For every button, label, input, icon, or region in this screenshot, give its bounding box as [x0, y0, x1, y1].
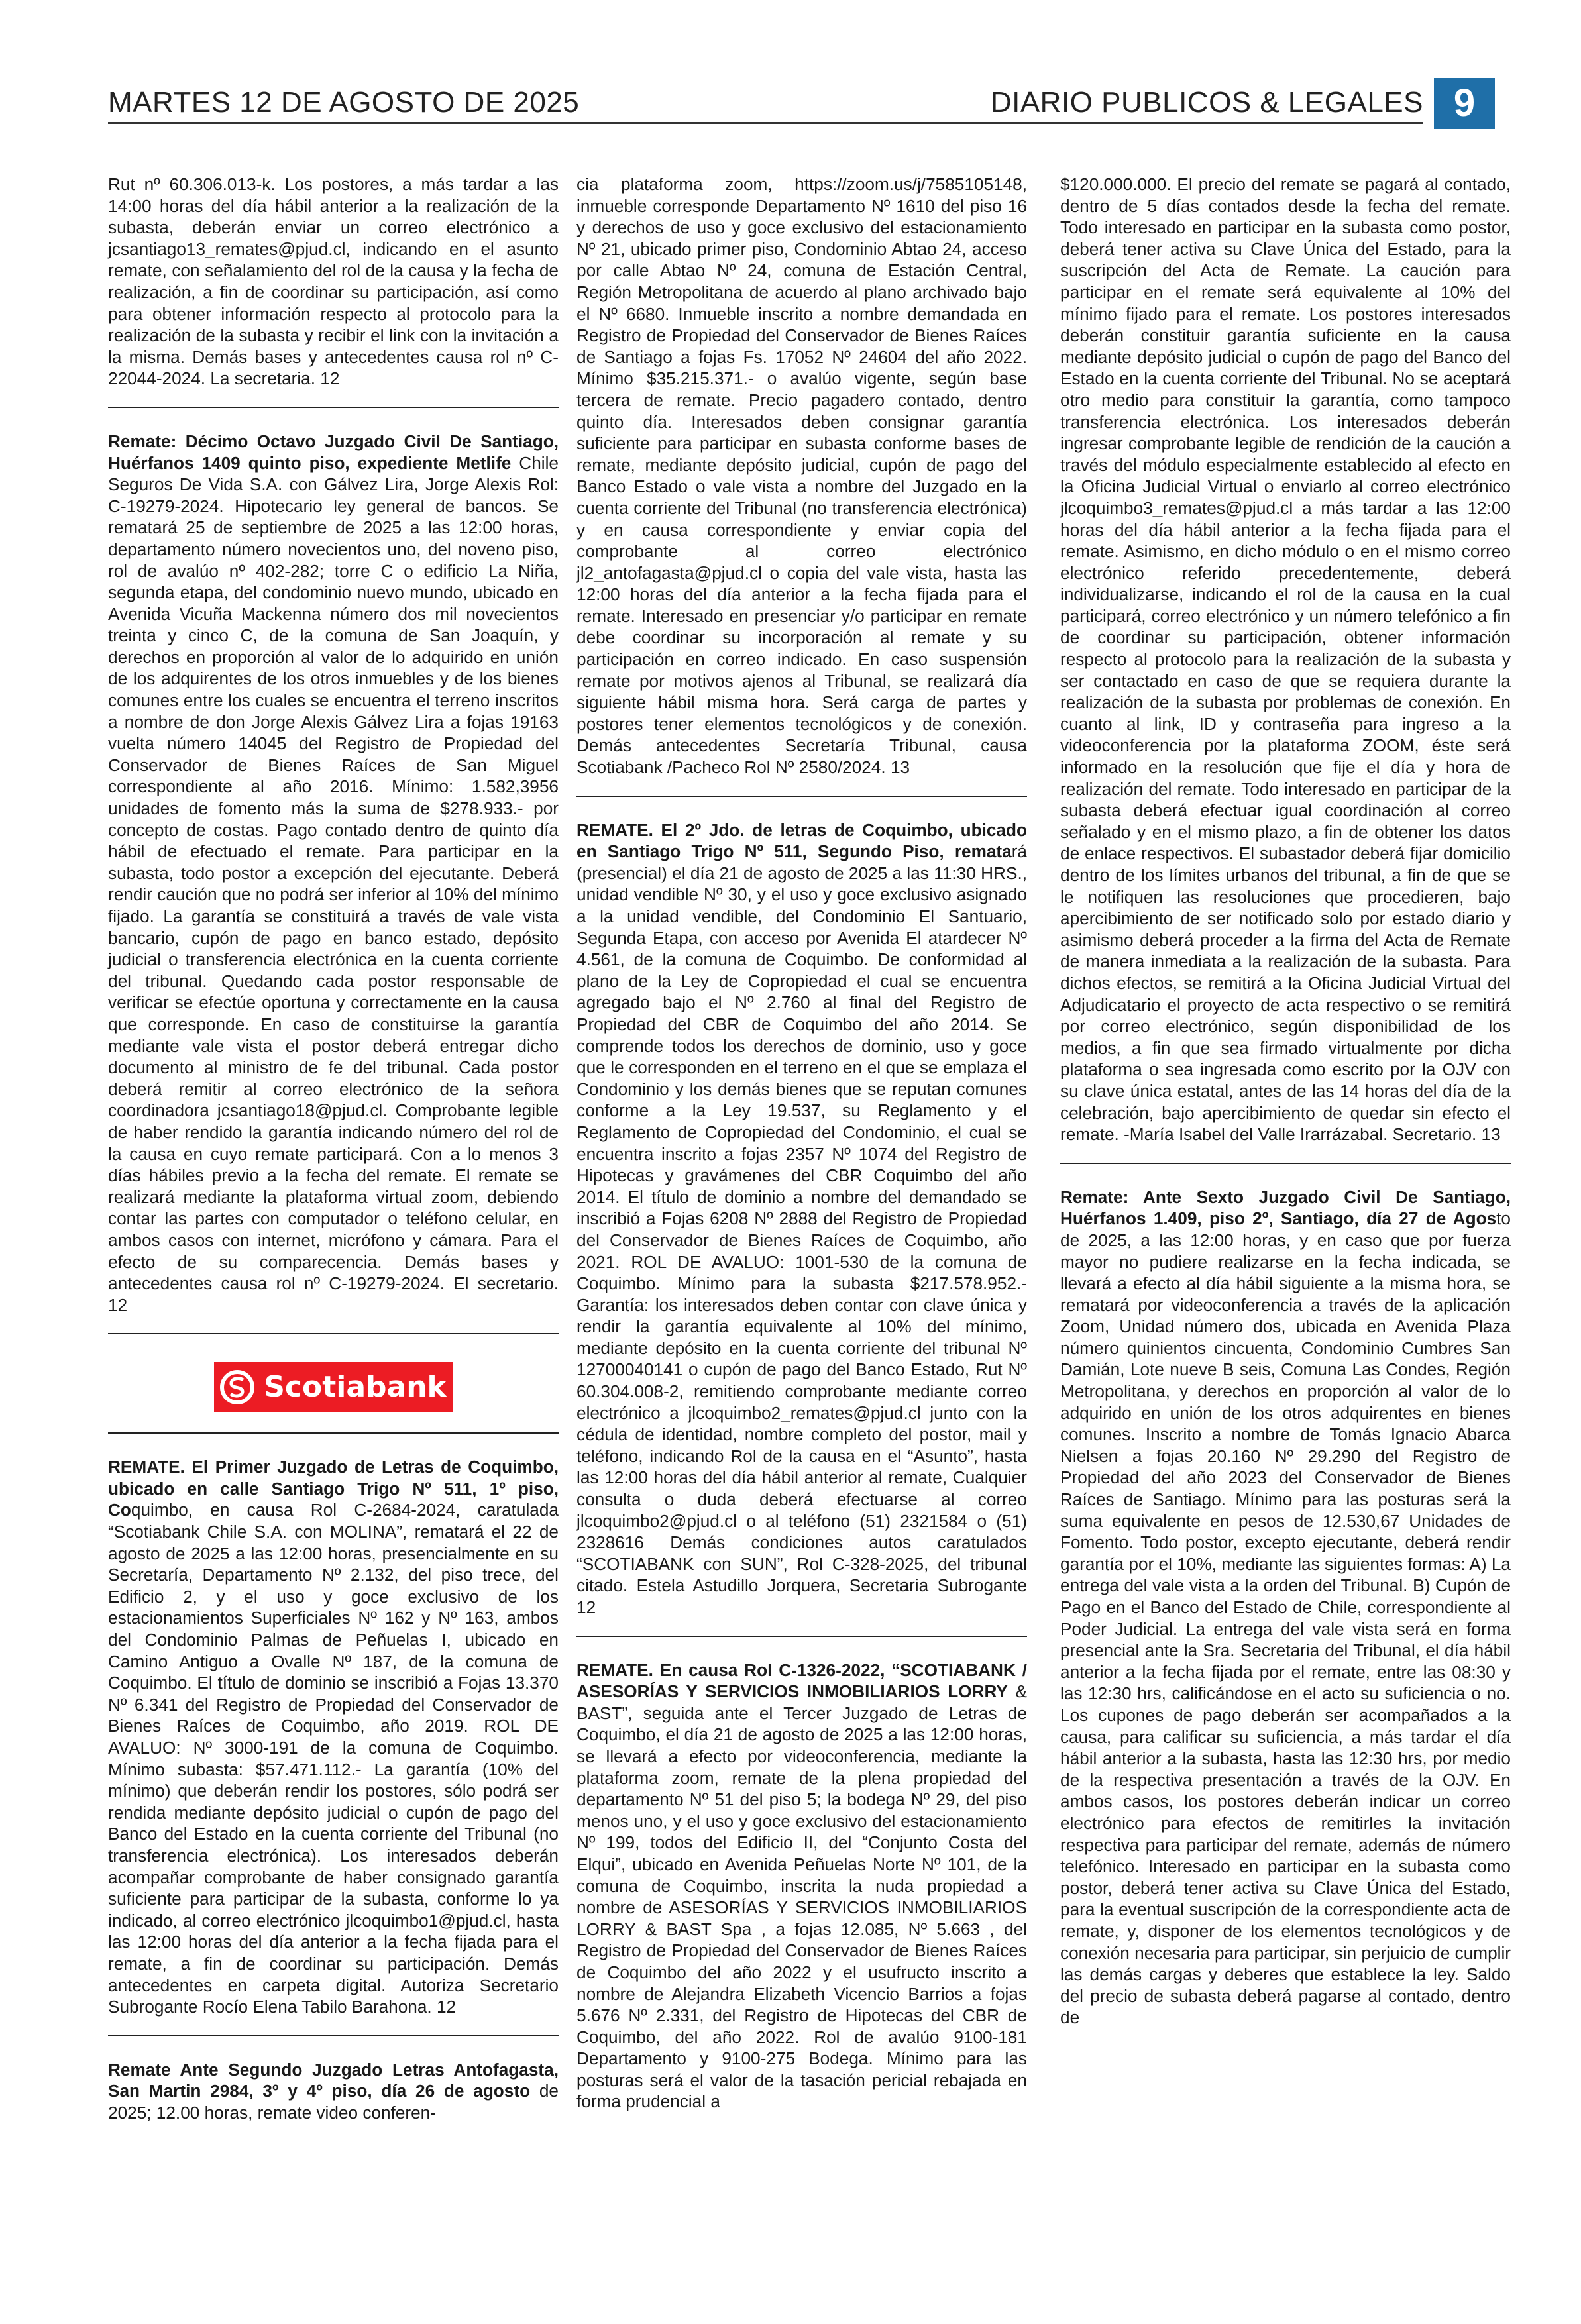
notice-body: & BAST”, seguida ante el Tercer Juzgado de Letras de Coquimbo, el día 21 de agosto de 2025 a las 12:00 horas, se llevará a efecto por videoconferencia, mediante la plataforma zoom, remate de la plena propiedad del departamento Nº 51 del piso 5; la bodega Nº 29, del piso menos uno, y el uso y goce exclusivo del estacionamiento Nº 199, todos del Edificio II, del “Conjunto Costa del Elqui”, ubicado en Avenida Peñuelas Norte Nº 101, de la comuna de Coquimbo, inscrita la nuda propiedad a nombre de ASESORÍAS Y SERVICIOS INMOBILIARIOS LORRY & BAST Spa , a fojas 12.085, Nº 5.663 , del Registro de Propiedad del Conservador de Bienes Raíces de Coquimbo del año 2022 y el usufructo inscrito a nombre de Alejandra Elizabeth Vicencio Barrios a fojas 5.676 Nº 2.331, del Registro de Hipotecas del CBR de Coquimbo, del año 2022. Rol de avalúo 9100-181 Departamento y 9100-275 Bodega. Mínimo para las posturas será el valor de la tasación pericial rebajada en forma prudencial a: [576, 1681, 1027, 2112]
notice-coquimbo-2: [576, 819, 1027, 1618]
notice-metlife: [108, 431, 559, 1316]
page-header: [108, 78, 1495, 131]
scotiabank-logo: [214, 1362, 453, 1412]
notice-body: de 2025; 12.00 horas, remate video conferen-: [108, 2081, 559, 2123]
notice-coquimbo-1: [108, 1456, 559, 2017]
logo-text: Scotiabank: [264, 1369, 447, 1404]
issue-date: MARTES 12 DE AGOSTO DE 2025: [108, 86, 580, 119]
notice-separator: [108, 407, 559, 408]
notice-heading: Remate: Décimo Octavo Juzgado Civil De Santiago, Huérfanos 1409 quinto piso, expediente Metlife: [108, 431, 559, 473]
notice-heading: REMATE. En causa Rol C-1326-2022, “SCOTIABANK / ASESORÍAS Y SERVICIOS INMOBILIARIOS LORRY: [576, 1660, 1027, 1702]
notice-antofagasta: [108, 2059, 559, 2124]
column-2: [576, 174, 1027, 2113]
notice-heading: Remate: Ante Sexto Juzgado Civil De Santiago, Huérfanos 1.409, piso 2º, Santiago, día 27 de Agos: [1060, 1187, 1511, 1229]
notice-heading: REMATE. El Primer Juzgado de Letras de Coquimbo, ubicado en calle Santiago Trigo Nº 511, 1º piso, Co: [108, 1457, 559, 1520]
column-3: [1060, 174, 1511, 2029]
notice-continued: Rut nº 60.306.013-k. Los postores, a más tardar a las 14:00 horas del día hábil anterior a la realización de la subasta, deberán enviar un correo electrónico a jcsantiago13_remates@pjud.cl, indicando en el asunto remate, con señalamiento del rol de la causa y la fecha de realización, a fin de coordinar su participación, así como para obtener información respecto al protocolo para la realización de la subasta y recibir el link con la invitación a la misma. Demás bases y antecedentes causa rol nº C-22044-2024. La secretaria. 12: [108, 174, 559, 389]
notice-body: Chile Seguros De Vida S.A. con Gálvez Lira, Jorge Alexis Rol: C-19279-2024. Hipotecario ley general de bancos. Se rematará 25 de septiembre de 2025 a las 12:00 horas, departamento número novecientos uno, del noveno piso, rol de avalúo nº 402-282; torre C o edificio La Niña, segunda etapa, del condominio nuevo mundo, ubicado en Avenida Vicuña Mackenna número dos mil novecientos treinta y cinco C, de la comuna de San Joaquín, y derechos en proporción al valor de lo adquirido en unión de los adquirentes de los otros inmuebles y de los bienes comunes entre los cuales se encuentra el terreno inscritos a nombre de don Jorge Alexis Gálvez Lira a fojas 19163 vuelta número 14045 del Registro de Propiedad del Conservador de Bienes Raíces de San Miguel correspondiente al año 2016. Mínimo: 1.582,3956 unidades de fomento más la suma de $278.933.- por concepto de costas. Pago contado dentro de quinto día hábil de efectuado el remate. Para participar en la subasta, todo postor a excepción del ejecutante. Deberá rendir caución que no podrá ser inferior al 10% del mínimo fijado. La garantía se constituirá a través de vale vista bancario, cupón de pago en banco estado, depósito judicial o transferencia electrónica en la cuenta corriente del tribunal. Quedando cada postor responsable de verificar se efectúe oportuna y correctamente en la causa que corresponde. En caso de constituirse la garantía mediante vale vista el postor deberá entregar dicho documento al ministro de fe del tribunal. Cada postor deberá remitir al correo electrónico de la señora coordinadora jcsantiago18@pjud.cl. Comprobante legible de haber rendido la garantía indicando número del rol de la causa en cuyo remate participará. Con a lo menos 3 días hábiles previo a la fecha del remate. El remate se realizará mediante la plataforma virtual zoom, debiendo contar las partes con computador o teléfono celular, en ambos casos con internet, micrófono y cámara. Para el efecto de su comparecencia. Demás bases y antecedentes causa rol nº C-19279-2024. El secretario. 12: [108, 452, 559, 1315]
notice-coquimbo-3: [576, 1660, 1027, 2113]
notice-separator: [108, 1333, 559, 1334]
advertiser-logo: [108, 1357, 559, 1418]
notice-continued: $120.000.000. El precio del remate se pagará al contado, dentro de 5 días contados desde la fecha del remate. Todo interesado en participar en la subasta como postor, deberá tener activa su Clave Única del Estado, para la suscripción del Acta de Remate. La caución para participar en el remate será equivalente al 10% del mínimo fijado para el remate. Los postores interesados deberán constituir garantía suficiente en la causa mediante depósito judicial o cupón de pago del Banco del Estado en la cuenta corriente del Tribunal. No se aceptará otro medio para constituir la garantía, como tampoco transferencia electrónica. Los interesados deberán ingresar comprobante legible de rendición de la caución a través del módulo especialmente establecido al efecto en la Oficina Judicial Virtual o enviarlo al correo electrónico jlcoquimbo3_remates@pjud.cl a más tardar a las 12:00 horas del día hábil anterior a la fecha fijada para el remate. Asimismo, en dicho módulo o en el mismo correo electrónico referido precedentemente, deberá individualizarse, indicando el rol de la causa en la cual participará, correo electrónico y un número telefónico a fin de coordinar su participación, obtener información respecto al protocolo para la realización de la subasta y ser contactado en caso de que se requiera durante la realización de la subasta por problemas de conexión. En cuanto al link, ID y contraseña para ingreso a la videoconferencia por la plataforma ZOOM, éste será informado en la resolución que fije el día y hora de realización del remate. Todo interesado en participar de la subasta deberá efectuar igual coordinación al correo señalado y en el mismo plazo, a fin de obtener los datos de enlace respectivos. El subastador deberá fijar domicilio dentro de los límites urbanos del tribunal, a fin de que se le notifiquen las resoluciones que procedieren, bajo apercibimiento de ser notificado solo por estado diario y asimismo deberá proceder a la firma del Acta de Remate de manera inmediata a la realización de la subasta. Para dichos efectos, se remitirá a la Oficina Judicial Virtual del Adjudicatario el proyecto de acta respectivo o se remitirá por correo electrónico, según disponibilidad de los medios, a fin que sea firmado virtualmente por dicha plataforma o sea ingresada como escrito por la OJV con su clave única estatal, antes de las 14 horas del día de la celebración, bajo apercibimiento de quedar sin efecto el remate. -María Isabel del Valle Irarrázabal. Secretario. 13: [1060, 174, 1511, 1145]
notice-body: to de 2025, a las 12:00 horas, y en caso que por fuerza mayor no pudiere realizarse en la fecha indicada, se llevará a efecto al día hábil siguiente a la misma hora, se rematará por videoconferencia a través de la aplicación Zoom, Unidad número dos, ubicada en Avenida Plaza número quinientos cincuenta, Condominio Cumbres San Damián, Lote nueve B seis, Comuna Las Condes, Región Metropolitana, y derechos en proporción al valor de lo adquirido en unión de los otros adquirentes en bienes comunes. Inscrito a nombre de Tomás Ignacio Abarca Nielsen a fojas 20.160 Nº 29.290 del Registro de Propiedad del año 2023 del Conservador de Bienes Raíces de Santiago. Mínimo para las posturas será la suma equivalente en pesos de 12.530,67 Unidades de Fomento. Todo postor, excepto ejecutante, deberá rendir garantía por el 10%, mediante las siguientes formas: A) La entrega del vale vista a la orden del Tribunal. B) Cupón de Pago en el Banco del Estado de Chile, correspondiente al Poder Judicial. La entrega del vale vista será en forma presencial ante la Sra. Secretaria del Tribunal, el día hábil anterior a la fecha fijada por el remate, entre las 08:30 y las 12:30 hrs, calificándose en el acto su suficiencia o no. Los cupones de pago deberán ser acompañados a la causa, para calificar su suficiencia, a más tardar el día hábil anterior a la subasta, hasta las 12:30 hrs, por medio de la respectiva presentación a través de la OJV. En ambos casos, los postores deberán indicar un correo electrónico para efectos de remitirles la invitación respectiva para participar del remate, además de número telefónico. Interesado en participar en la subasta como postor, deberá tener activa su Clave Única del Estado, para la eventual suscripción de la correspondiente acta de remate, y, disponer de los elementos tecnológicos y de conexión necesaria para participar, sin perjuicio de cumplir las demás cargas y deberes que establece la ley. Saldo del precio de subasta deberá pagarse al contado, dentro de: [1060, 1208, 1511, 2028]
header-rule: [108, 122, 1423, 124]
notice-separator: [108, 1432, 559, 1434]
notice-body: quimbo, en causa Rol C-2684-2024, caratulada “Scotiabank Chile S.A. con MOLINA”, rematará el 22 de agosto de 2025 a las 12:00 horas, presencialmente en su Secretaría, Departamento Nº 2.132, del piso trece, del Edificio 2, y el uso y goce exclusivo de los estacionamientos Superficiales Nº 162 y Nº 163, ambos del Condominio Palmas de Peñuelas I, ubicado en Camino Antiguo a Ovalle Nº 187, de la comuna de Coquimbo. El título de dominio se inscribió a Fojas 13.370 Nº 6.341 del Registro de Propiedad del Conservador de Bienes Raíces de Coquimbo, año 2019. ROL DE AVALUO: Nº 3000-191 de la comuna de Coquimbo. Mínimo subasta: $57.471.112.- La garantía (10% del mínimo) que deberán rendir los postores, sólo podrá ser rendida mediante depósito judicial o cupón de pago del Banco del Estado en la cuenta corriente del Tribunal (no transferencia electrónica). Los interesados deberán acompañar comprobante de haber consignado garantía suficiente para participar de la subasta, conforme lo ya indicado, al correo electrónico jlcoquimbo1@pjud.cl, hasta las 12:00 horas del día anterior a la fecha fijada para el remate, a fin de coordinar su participación. Demás antecedentes en carpeta digital. Autoriza Secretario Subrogante Rocío Elena Tabilo Barahona. 12: [108, 1500, 559, 2017]
notice-separator: [1060, 1163, 1511, 1164]
newspaper-name: DIARIO PUBLICOS & LEGALES: [990, 86, 1423, 119]
page-number: 9: [1434, 78, 1495, 129]
notice-heading: REMATE. El 2º Jdo. de letras de Coquimbo, ubicado en Santiago Trigo Nº 511, Segundo Piso, remata: [576, 819, 1027, 862]
notice-body: rá (presencial) el día 21 de agosto de 2025 a las 11:30 HRS., unidad vendible Nº 30, y el uso y goce exclusivo asignado a la unidad vendible, del Condominio El Santuario, Segunda Etapa, con acceso por Avenida El atardecer Nº 4.561, de la comuna de Coquimbo. De conformidad al plano de la Ley de Copropiedad el cual se encuentra agregado bajo el Nº 2.760 al final del Registro de Propiedad del CBR de Coquimbo del año 2014. Se comprende todos los derechos de dominio, uso y goce que le corresponden en el terreno en el que se emplaza el Condominio y los demás bienes que se reputan comunes conforme a la Ley 19.537, su Reglamento y el Reglamento de Copropiedad del Condominio, el cual se encuentra inscrito a fojas 2357 Nº 1074 del Registro de Hipotecas y gravámenes del CBR Coquimbo del año 2014. El título de dominio a nombre del demandado se inscribió a Fojas 6208 Nº 2888 del Registro de Propiedad del Conservador de Bienes Raíces de Coquimbo, año 2021. ROL DE AVALUO: 1001-530 de la comuna de Coquimbo. Mínimo para la subasta $217.578.952.- Garantía: los interesados deben contar con clave única y rendir la garantía equivalente al 10% del mínimo, mediante depósito en la cuenta corriente del tribunal Nº 12700040141 o cupón de pago del Banco Estado, Rut Nº 60.304.008-2, remitiendo comprobante mediante correo electrónico a jlcoquimbo2_remates@pjud.cl junto con la cédula de identidad, nombre completo del postor, mail y teléfono, indicando Rol de la causa en el “Asunto”, hasta las 12:00 horas del día hábil anterior al remate, Cualquier consulta o duda deberá efectuarse al correo jlcoquimbo2@pjud.cl o al teléfono (51) 2321584 o (51) 2328616 Demás condiciones autos caratulados “SCOTIABANK con SUN”, Rol C-328-2025, del tribunal citado. Estela Astudillo Jorquera, Secretaria Subrogante 12: [576, 841, 1027, 1617]
notice-separator: [576, 1636, 1027, 1637]
notice-separator: [576, 796, 1027, 797]
scotiabank-s-icon: [220, 1370, 254, 1404]
column-1: [108, 174, 559, 2124]
notice-continued: cia plataforma zoom, https://zoom.us/j/7585105148, inmueble corresponde Departamento Nº 1610 del piso 16 y derechos de uso y goce exclusivo del estacionamiento Nº 21, ubicado primer piso, Condominio Abtao 24, acceso por calle Abtao Nº 24, comuna de Estación Central, Región Metropolitana de acuerdo al plano archivado bajo el Nº 6680. Inmueble inscrito a nombre demandada en Registro de Propiedad del Conservador de Bienes Raíces de Santiago a fojas Fs. 17052 Nº 24604 del año 2022. Mínimo $35.215.371.- o avalúo vigente, según base tercera de remate. Precio pagadero contado, dentro quinto día. Interesados deben consignar garantía suficiente para participar en subasta conforme bases de remate, mediante depósito judicial, cupón de pago del Banco Estado o vale vista a nombre del Juzgado en la cuenta corriente del Tribunal (no transferencia electrónica) y en causa correspondiente y enviar copia del comprobante al correo electrónico jl2_antofagasta@pjud.cl o copia del vale vista, hasta las 12:00 horas del día anterior a la fecha fijada para el remate. Interesado en presenciar y/o participar en remate debe coordinar su incorporación al remate y su participación en correo indicado. En caso suspensión remate por motivos ajenos al Tribunal, se realizará día siguiente hábil misma hora. Será carga de partes y postores tener elementos tecnológicos y de conexión. Demás antecedentes Secretaría Tribunal, causa Scotiabank /Pacheco Rol Nº 2580/2024. 13: [576, 174, 1027, 778]
notice-sexto-juzgado: [1060, 1187, 1511, 2029]
notice-separator: [108, 2035, 559, 2036]
notice-heading: Remate Ante Segundo Juzgado Letras Antofagasta, San Martin 2984, 3º y 4º piso, día 26 de agosto: [108, 2059, 559, 2101]
